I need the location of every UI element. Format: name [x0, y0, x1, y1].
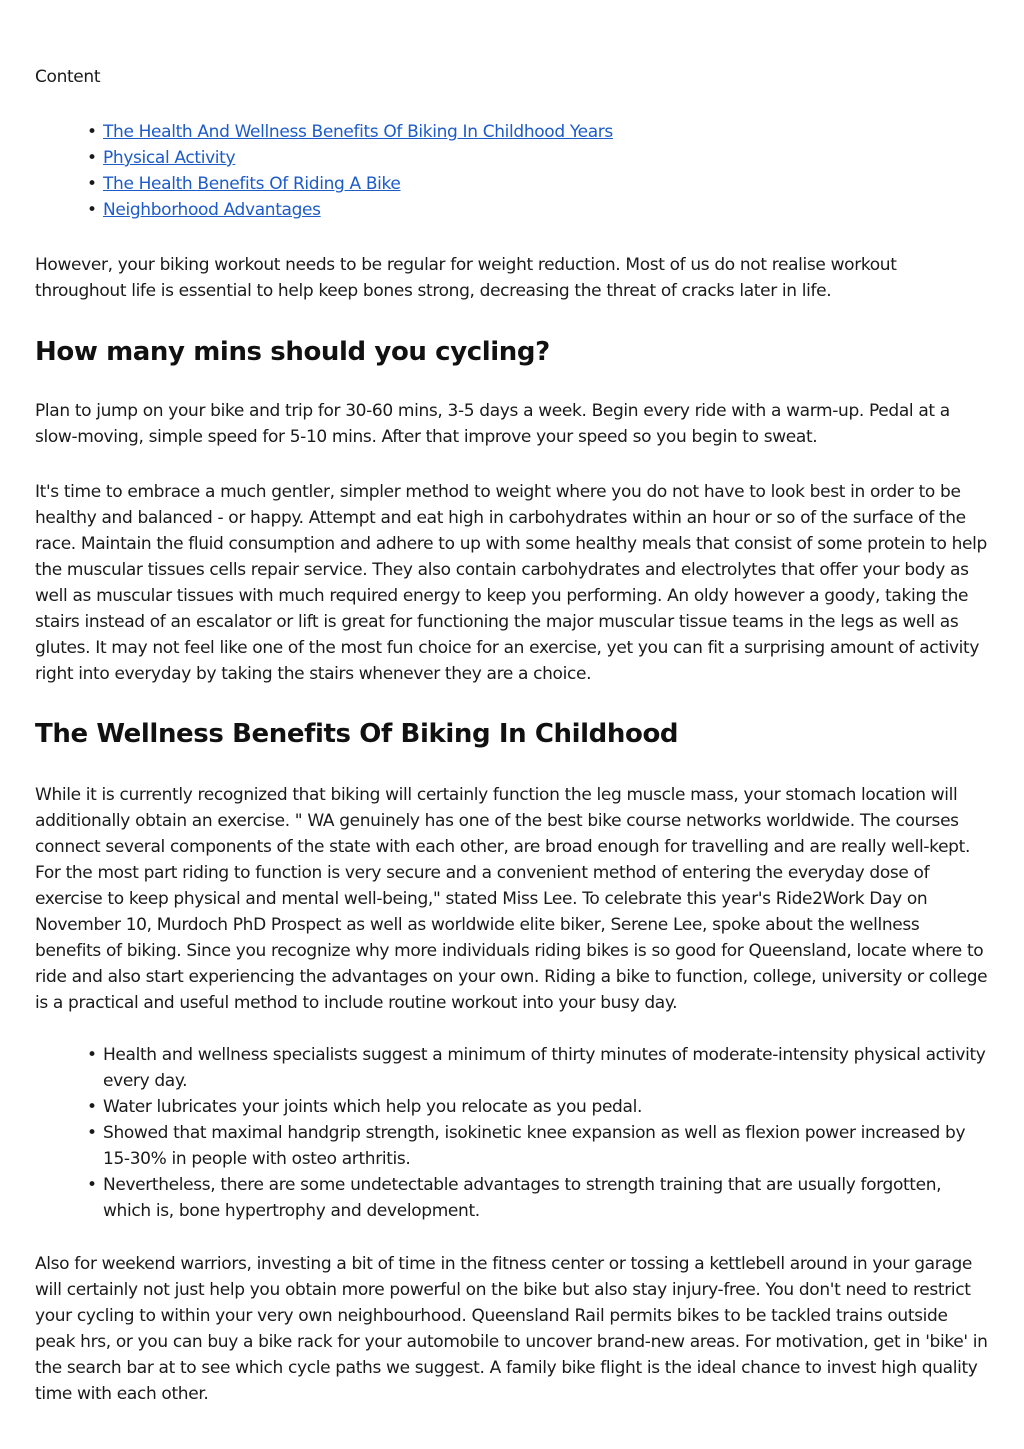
leg-muscle-paragraph: While it is currently recognized that biking will certainly function the leg muscle mass, your stomach location will additionally obtain an exercise. " WA genuinely has one of the best bike course networks worldwide. The courses connect several components of the state with each other, are broad enough for travelling and are really well-kept. For the most part riding to function is very secure and a convenient method of entering the everyday dose of exercise to keep physical and mental well-being," stated Miss Lee. To celebrate this year's Ride2Work Day on November 10, Murdoch PhD Prospect as well as worldwide elite biker, Serene Lee, spoke about the wellness benefits of biking. Since you recognize why more individuals riding bikes is so good for Queensland, locate where to ride and also start experiencing the advantages on your own. Riding a bike to function, college, university or college is a practical and useful method to include routine workout into your busy day. — [35, 785, 988, 1013]
toc-link-physical-activity[interactable]: Physical Activity — [103, 148, 236, 168]
section-heading-cycling-minutes: How many mins should you cycling? — [35, 337, 550, 367]
toc-item — [103, 145, 989, 171]
list-item: • Health and wellness specialists suggest a minimum of thirty minutes of moderate-intensity physical activity every day. — [103, 1042, 989, 1094]
toc-item — [103, 171, 989, 197]
table-of-contents — [35, 119, 989, 223]
list-item: • Showed that maximal handgrip strength, isokinetic knee expansion as well as flexion power increased by 15-30% in people with osteo arthritis. — [103, 1120, 989, 1172]
toc-link-riding-benefits[interactable]: The Health Benefits Of Riding A Bike — [103, 174, 401, 194]
weekend-warriors-paragraph: Also for weekend warriors, investing a bit of time in the fitness center or tossing a kettlebell around in your garage will certainly not just help you obtain more powerful on the bike but also stay injury-free. You don't need to restrict your cycling to within your very own neighbourhood. Queensland Rail permits bikes to be tackled trains outside peak hrs, or you can buy a bike rack for your automobile to uncover brand-new areas. For motivation, get in 'bike' in the search bar at to see which cycle paths we suggest. A family bike flight is the ideal chance to invest high quality time with each other. — [35, 1254, 988, 1404]
toc-link-neighborhood-advantages[interactable]: Neighborhood Advantages — [103, 200, 321, 220]
toc-item — [103, 197, 989, 223]
list-item: • Water lubricates your joints which help you relocate as you pedal. — [103, 1094, 989, 1120]
toc-link-health-benefits-childhood[interactable]: The Health And Wellness Benefits Of Biking In Childhood Years — [103, 122, 613, 142]
gentler-method-paragraph: It's time to embrace a much gentler, simpler method to weight where you do not have to look best in order to be healthy and balanced - or happy. Attempt and eat high in carbohydrates within an hour or so of the surface of the race. Maintain the fluid consumption and adhere to up with some healthy meals that consist of some protein to help the muscular tissues cells repair service. They also contain carbohydrates and electrolytes that offer your body as well as muscular tissues with much required energy to keep you performing. An oldy however a goody, taking the stairs instead of an escalator or lift is great for functioning the major muscular tissue teams in the legs as well as glutes. It may not feel like one of the most fun choice for an exercise, yet you can fit a surprising amount of activity right into everyday by taking the stairs whenever they are a choice. — [35, 482, 987, 684]
benefits-bullet-list — [35, 1042, 989, 1224]
list-item: • Nevertheless, there are some undetectable advantages to strength training that are usually forgotten, which is, bone hypertrophy and development. — [103, 1172, 989, 1224]
toc-item — [103, 119, 989, 145]
cycling-plan-paragraph: Plan to jump on your bike and trip for 30-60 mins, 3-5 days a week. Begin every ride with a warm-up. Pedal at a slow-moving, simple speed for 5-10 mins. After that improve your speed so you begin to sweat. — [35, 401, 950, 447]
content-label: Content — [35, 67, 101, 87]
section-heading-wellness-benefits: The Wellness Benefits Of Biking In Childhood — [35, 719, 679, 749]
intro-paragraph: However, your biking workout needs to be regular for weight reduction. Most of us do not realise workout throughout life is essential to help keep bones strong, decreasing the threat of cracks later in life. — [35, 255, 897, 301]
